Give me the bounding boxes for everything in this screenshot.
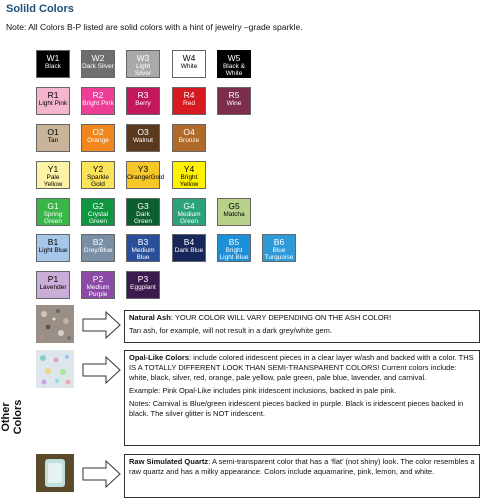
swatch-label: Spring Green <box>43 211 63 225</box>
swatch-g3 <box>126 198 160 226</box>
swatch-r4 <box>172 87 206 115</box>
swatch-code: G1 <box>47 201 59 211</box>
swatch-code: G5 <box>228 201 240 211</box>
swatch-code: R1 <box>47 90 59 100</box>
other-colors-label: Other Colors <box>0 399 24 435</box>
swatch-y3 <box>126 161 165 189</box>
swatch-w5 <box>217 50 251 78</box>
swatch-code: O1 <box>47 127 59 137</box>
swatch-code: G3 <box>137 201 149 211</box>
raw-quartz-text: : A semi-transparent color that has a ‘flat’ (not shiny) look. The color resembles a raw quartz and has a milky appearance. Colors include aquamarine, pink, lemon, and white. <box>129 457 475 476</box>
swatch-code: R5 <box>228 90 240 100</box>
swatch-label: Lavender <box>39 284 67 291</box>
swatch-p2 <box>81 271 115 299</box>
swatch-label: Blue Turquoise <box>264 247 294 261</box>
swatch-y4 <box>172 161 206 189</box>
swatch-label: Pale Yellow <box>43 174 63 188</box>
swatch-y1 <box>36 161 70 189</box>
swatch-code: Y4 <box>183 164 195 174</box>
swatch-g1 <box>36 198 70 226</box>
swatch-r3 <box>126 87 160 115</box>
swatch-w2 <box>81 50 115 78</box>
swatch-r5 <box>217 87 251 115</box>
swatch-code: B6 <box>273 237 285 247</box>
swatch-b3 <box>126 234 160 262</box>
swatch-w3 <box>126 50 160 78</box>
swatch-label: Red <box>183 100 195 107</box>
swatch-r1 <box>36 87 70 115</box>
swatch-label: Bright Yellow <box>179 174 199 188</box>
swatch-code: O3 <box>137 127 149 137</box>
swatch-code: B5 <box>228 237 240 247</box>
swatch-label: Grey/Blue <box>83 247 113 254</box>
note-text: Note: All Colors B-P listed are solid colors with a hint of jewelry –grade sparkle. <box>6 22 303 32</box>
swatch-label: Medium Blue <box>131 247 155 261</box>
opal-like-notes: Notes: Carnival is Blue/green iridescent pieces backed in purple. Black is iridescent pieces backed in black. The silver glitter is NOT iridescent. <box>129 399 464 418</box>
swatch-code: P2 <box>92 274 104 284</box>
swatch-label: Eggplant <box>130 284 156 291</box>
swatch-code: R4 <box>183 90 195 100</box>
swatch-o1 <box>36 124 70 152</box>
swatch-o2 <box>81 124 115 152</box>
swatch-o4 <box>172 124 206 152</box>
swatch-g2 <box>81 198 115 226</box>
swatch-code: B2 <box>92 237 104 247</box>
opal-like-example: Example: Pink Opal-Like includes pink iridescent inclusions, backed in pale pink. <box>129 386 397 395</box>
swatch-g4 <box>172 198 206 226</box>
swatch-code: O4 <box>183 127 195 137</box>
swatch-code: Y2 <box>92 164 104 174</box>
swatch-o3 <box>126 124 160 152</box>
page-title: Solild Colors <box>6 3 74 15</box>
swatch-b5 <box>217 234 251 262</box>
opal-like-sample-image <box>36 350 74 388</box>
swatch-code: Y3 <box>137 164 149 174</box>
swatch-code: W3 <box>136 53 150 63</box>
arrow-right-icon <box>82 310 122 340</box>
swatch-label: Berry <box>135 100 151 107</box>
swatch-w1 <box>36 50 70 78</box>
arrow-right-icon <box>82 355 122 385</box>
swatch-label: Dark Blue <box>174 247 204 254</box>
swatch-label: Bright Pink <box>82 100 114 107</box>
opal-like-heading: Opal-Like Colors <box>129 353 190 362</box>
swatch-label: Black <box>45 63 61 70</box>
swatch-code: B1 <box>47 237 59 247</box>
swatch-label: Light Silver <box>134 63 152 77</box>
swatch-label: Wine <box>226 100 242 107</box>
swatch-code: P3 <box>137 274 149 284</box>
swatch-label: Crystal Green <box>87 211 109 225</box>
swatch-code: G4 <box>183 201 195 211</box>
natural-ash-heading-rest: : YOUR COLOR WILL VARY DEPENDING ON THE ASH COLOR! <box>170 313 392 322</box>
swatch-label: Bronze <box>178 137 200 144</box>
swatch-code: Y1 <box>47 164 59 174</box>
raw-quartz-description <box>124 454 480 498</box>
swatch-label: Black & White <box>222 63 246 77</box>
swatch-code: W4 <box>182 53 196 63</box>
swatch-code: O2 <box>92 127 104 137</box>
swatch-code: W1 <box>46 53 60 63</box>
swatch-w4 <box>172 50 206 78</box>
swatch-code: W5 <box>227 53 241 63</box>
opal-like-description <box>124 350 480 446</box>
swatch-label: Orange <box>87 137 109 144</box>
opal-like-text: : include colored iridescent pieces in a clear layer w/ash and backed with a color. THS IS A TOTALLY DIFFERENT LOOK THAN SEMI-TRANSPARENT COLORS! Current colors include: white, black, silver, red, orange, pale yellow, pale green, pale blue, lavender, and carnival. <box>129 353 474 382</box>
swatch-code: W2 <box>91 53 105 63</box>
swatch-b4 <box>172 234 206 262</box>
swatch-code: B3 <box>137 237 149 247</box>
swatch-g5 <box>217 198 251 226</box>
swatch-label: Matcha <box>223 211 245 218</box>
swatch-code: B4 <box>183 237 195 247</box>
swatch-p3 <box>126 271 160 299</box>
swatch-label: Orange/Gold <box>127 174 165 181</box>
swatch-p1 <box>36 271 70 299</box>
swatch-code: P1 <box>47 274 59 284</box>
swatch-r2 <box>81 87 115 115</box>
swatch-label: Light Blue <box>38 247 68 254</box>
natural-ash-heading: Natural Ash <box>129 313 171 322</box>
swatch-label: Tan <box>47 137 59 144</box>
swatch-label: Bright Light Blue <box>219 247 249 261</box>
swatch-code: R2 <box>92 90 104 100</box>
swatch-code: G2 <box>92 201 104 211</box>
swatch-label: Light Pink <box>38 100 68 107</box>
swatch-b6 <box>262 234 296 262</box>
swatch-label: Medium Purple <box>86 284 110 298</box>
swatch-label: Dark Green <box>133 211 153 225</box>
raw-quartz-heading: Raw Simulated Quartz <box>129 457 209 466</box>
swatch-label: White <box>180 63 198 70</box>
swatch-label: Medium Green <box>177 211 201 225</box>
swatch-y2 <box>81 161 115 189</box>
natural-ash-line2: Tan ash, for example, will not result in a dark grey/white gem. <box>129 326 333 335</box>
swatch-label: Walnut <box>133 137 153 144</box>
arrow-right-icon <box>82 459 122 489</box>
natural-ash-description <box>124 310 480 343</box>
raw-quartz-sample-image <box>36 454 74 492</box>
swatch-b1 <box>36 234 70 262</box>
swatch-b2 <box>81 234 115 262</box>
natural-ash-sample-image <box>36 305 74 343</box>
swatch-code: R3 <box>137 90 149 100</box>
swatch-label: Dark Silver <box>82 63 114 70</box>
swatch-label: Sparkle Gold <box>86 174 110 188</box>
